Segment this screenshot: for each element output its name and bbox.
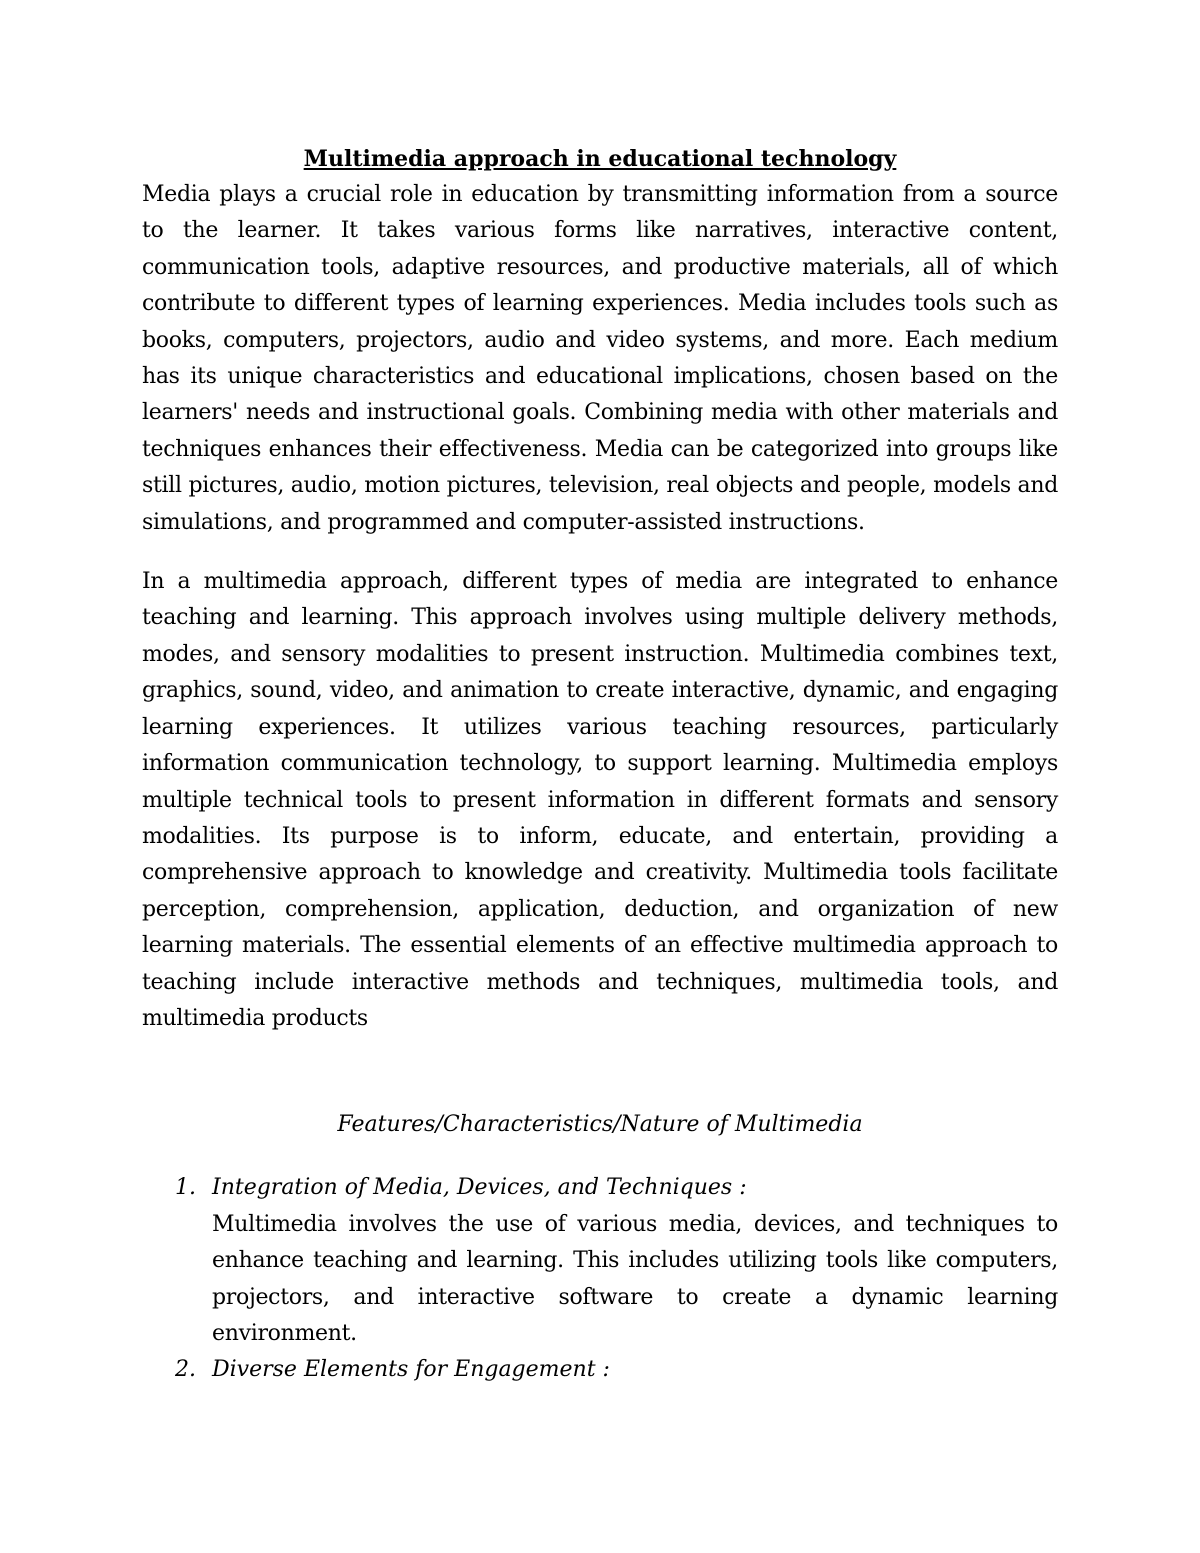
list-item-title: Diverse Elements for Engagement :	[212, 1357, 610, 1383]
multimedia-approach-paragraph: In a multimedia approach, different types of media are integrated to enhance teaching and learning. This approach involves using multiple delivery methods, modes, and sensory modalities to present instruction. Multimedia combines text, graphics, sound, video, and animation to create interactive, dynamic, and engaging learning experiences. It utilizes various teaching resources, particularly information communication technology, to support learning. Multimedia employs multiple technical tools to present information in different formats and sensory modalities. Its purpose is to inform, educate, and entertain, providing a comprehensive approach to knowledge and creativity. Multimedia tools facilitate perception, comprehension, application, deduction, and organization of new learning materials. The essential elements of an effective multimedia approach to teaching include interactive methods and techniques, multimedia tools, and multimedia products	[142, 569, 1058, 1031]
list-item	[142, 1170, 1058, 1352]
list-item-body: Multimedia involves the use of various media, devices, and techniques to enhance teaching and learning. This includes utilizing tools like computers, projectors, and interactive software to create a dynamic learning environment.	[212, 1211, 1058, 1346]
list-item	[142, 1352, 1058, 1388]
document-page	[142, 141, 1058, 1389]
document-title: Multimedia approach in educational technology	[303, 146, 897, 172]
feature-list	[142, 1170, 1058, 1388]
list-item-number: 2.	[175, 1357, 196, 1383]
list-item-number: 1.	[175, 1175, 196, 1201]
list-item-title: Integration of Media, Devices, and Techniques :	[212, 1175, 747, 1201]
section-heading: Features/Characteristics/Nature of Multimedia	[337, 1112, 863, 1138]
intro-paragraph: Media plays a crucial role in education by transmitting information from a source to the learner. It takes various forms like narratives, interactive content, communication tools, adaptive resources, and productive materials, all of which contribute to different types of learning experiences. Media includes tools such as books, computers, projectors, audio and video systems, and more. Each medium has its unique characteristics and educational implications, chosen based on the learners' needs and instructional goals. Combining media with other materials and techniques enhances their effectiveness. Media can be categorized into groups like still pictures, audio, motion pictures, television, real objects and people, models and simulations, and programmed and computer-assisted instructions.	[142, 182, 1058, 535]
